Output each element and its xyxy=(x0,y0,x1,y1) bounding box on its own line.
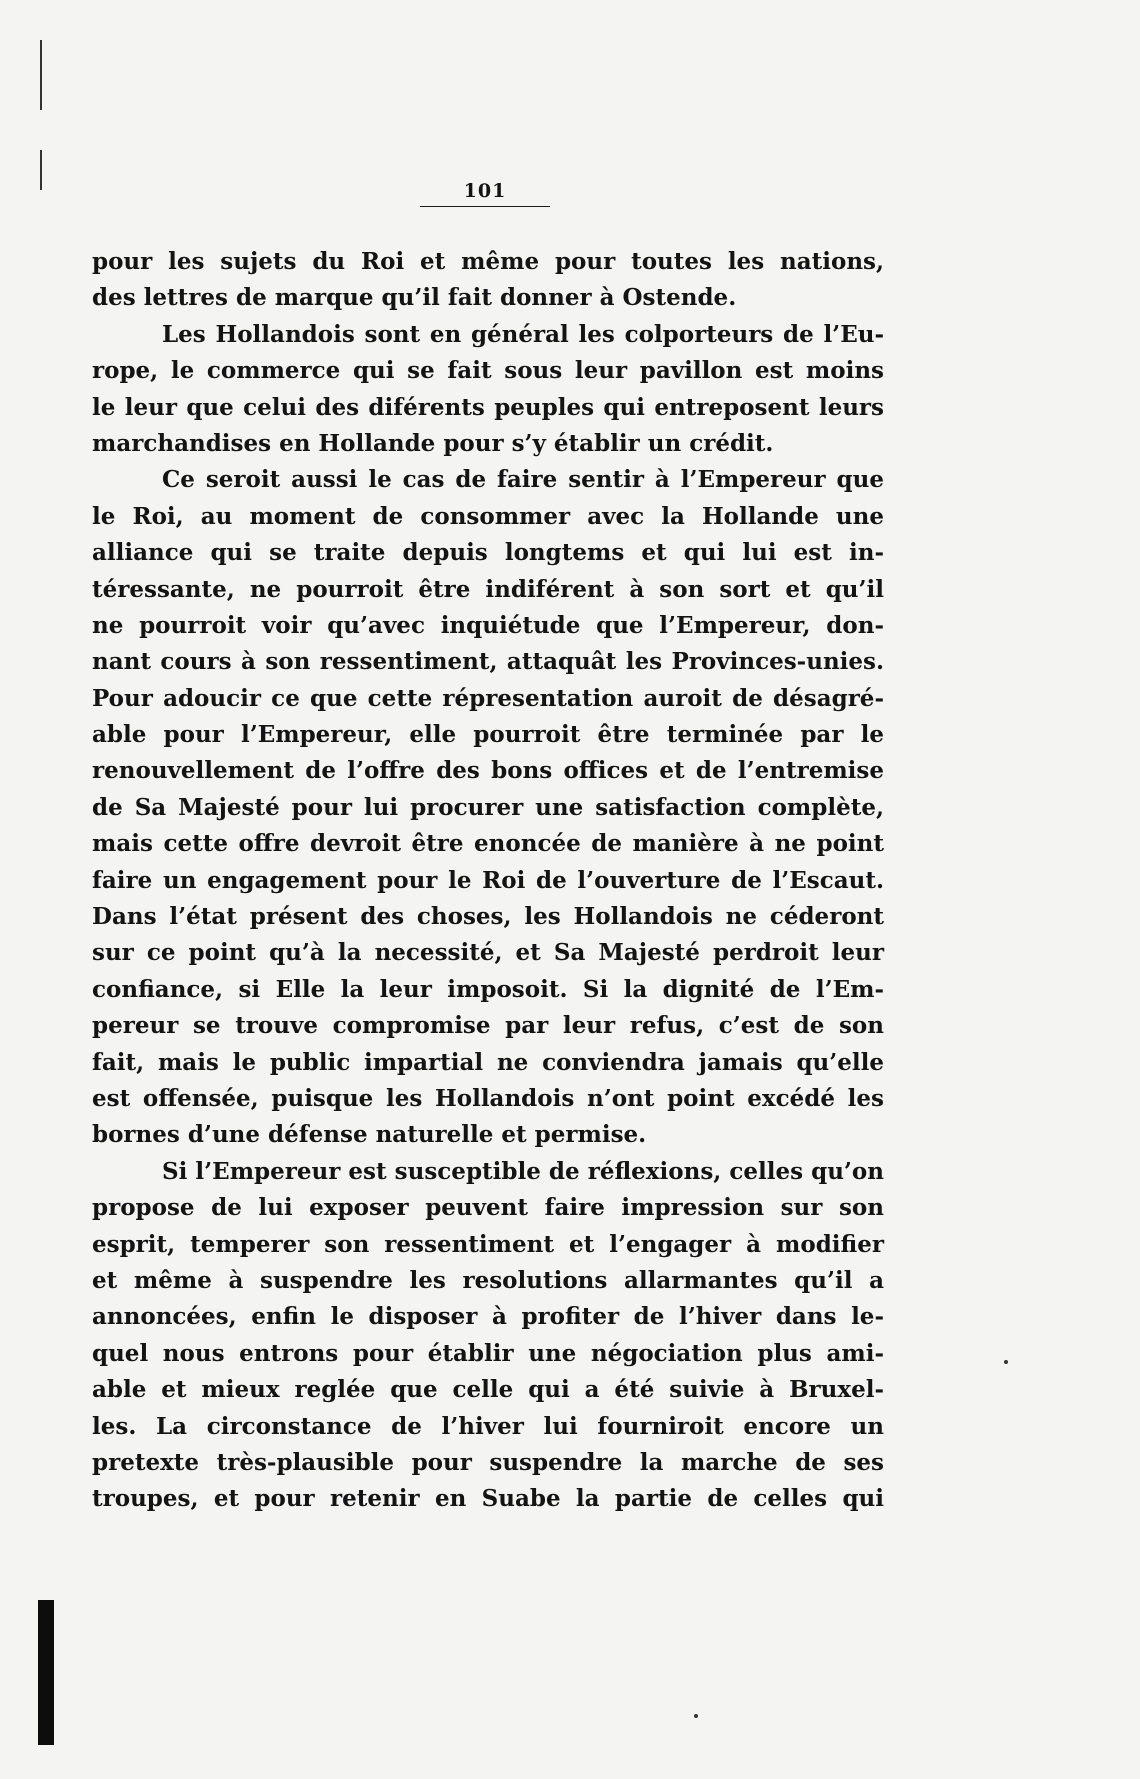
text-line: est offensée, puisque les Hollandois n’ont point excédé les xyxy=(92,1084,884,1112)
scan-edge-mark xyxy=(40,150,42,190)
text-line: Les Hollandois sont en général les colporteurs de l’Eu- xyxy=(162,320,884,348)
text-line: Ce seroit aussi le cas de faire sentir à l’Empereur que xyxy=(162,466,884,494)
scan-edge-shadow xyxy=(38,1600,54,1745)
text-line: les. La circonstance de l’hiver lui fourniroit encore un xyxy=(92,1412,884,1440)
body-text xyxy=(92,244,884,1518)
page-header xyxy=(420,180,550,207)
text-line: troupes, et pour retenir en Suabe la partie de celles qui xyxy=(92,1485,884,1513)
text-line: Si l’Empereur est susceptible de réflexions, celles qu’on xyxy=(162,1157,884,1185)
text-line: Pour adoucir ce que cette répresentation auroit de désagré- xyxy=(92,684,884,712)
text-line: pretexte très-plausible pour suspendre la marche de ses xyxy=(92,1448,884,1476)
text-line: able pour l’Empereur, elle pourroit être terminée par le xyxy=(92,721,884,749)
scan-edge-mark xyxy=(40,40,42,110)
text-line: propose de lui exposer peuvent faire impression sur son xyxy=(92,1194,884,1222)
text-line: le leur que celui des diférents peuples qui entreposent leurs xyxy=(92,393,884,421)
text-line: alliance qui se traite depuis longtems et qui lui est in- xyxy=(92,539,884,567)
text-line: téressante, ne pourroit être indiférent à son sort et qu’il xyxy=(92,575,884,603)
page-number: 101 xyxy=(463,180,507,202)
text-line: renouvellement de l’offre des bons offices et de l’entremise xyxy=(92,757,884,785)
text-line: able et mieux reglée que celle qui a été suivie à Bruxel- xyxy=(92,1376,884,1404)
text-line: des lettres de marque qu’il fait donner à Ostende. xyxy=(92,284,737,312)
text-line: confiance, si Elle la leur imposoit. Si la dignité de l’Em- xyxy=(92,975,884,1003)
text-line: esprit, temperer son ressentiment et l’engager à modifier xyxy=(92,1230,884,1258)
text-line: quel nous entrons pour établir une négociation plus ami- xyxy=(92,1339,884,1367)
text-line: annoncées, enfin le disposer à profiter de l’hiver dans le- xyxy=(92,1303,884,1331)
text-line: bornes d’une défense naturelle et permise. xyxy=(92,1121,647,1149)
text-line: nant cours à son ressentiment, attaquât les Provinces-unies. xyxy=(92,648,884,676)
text-line: pereur se trouve compromise par leur refus, c’est de son xyxy=(92,1012,884,1040)
header-rule xyxy=(420,206,550,207)
text-line: mais cette offre devroit être enoncée de manière à ne point xyxy=(92,830,884,858)
text-line: ne pourroit voir qu’avec inquiétude que l’Empereur, don- xyxy=(92,611,884,639)
text-line: sur ce point qu’à la necessité, et Sa Majesté perdroit leur xyxy=(92,939,884,967)
scan-speck xyxy=(1004,1360,1008,1364)
text-line: le Roi, au moment de consommer avec la Hollande une xyxy=(92,502,884,530)
text-line: fait, mais le public impartial ne conviendra jamais qu’elle xyxy=(92,1048,884,1076)
text-line: faire un engagement pour le Roi de l’ouverture de l’Escaut. xyxy=(92,866,884,894)
text-line: et même à suspendre les resolutions allarmantes qu’il a xyxy=(92,1266,884,1294)
scan-speck xyxy=(694,1714,698,1718)
text-line: marchandises en Hollande pour s’y établir un crédit. xyxy=(92,429,774,457)
text-line: de Sa Majesté pour lui procurer une satisfaction complète, xyxy=(92,793,884,821)
text-line: rope, le commerce qui se fait sous leur pavillon est moins xyxy=(92,357,884,385)
text-line: pour les sujets du Roi et même pour toutes les nations, xyxy=(92,248,884,275)
text-line: Dans l’état présent des choses, les Hollandois ne céderont xyxy=(92,903,884,931)
